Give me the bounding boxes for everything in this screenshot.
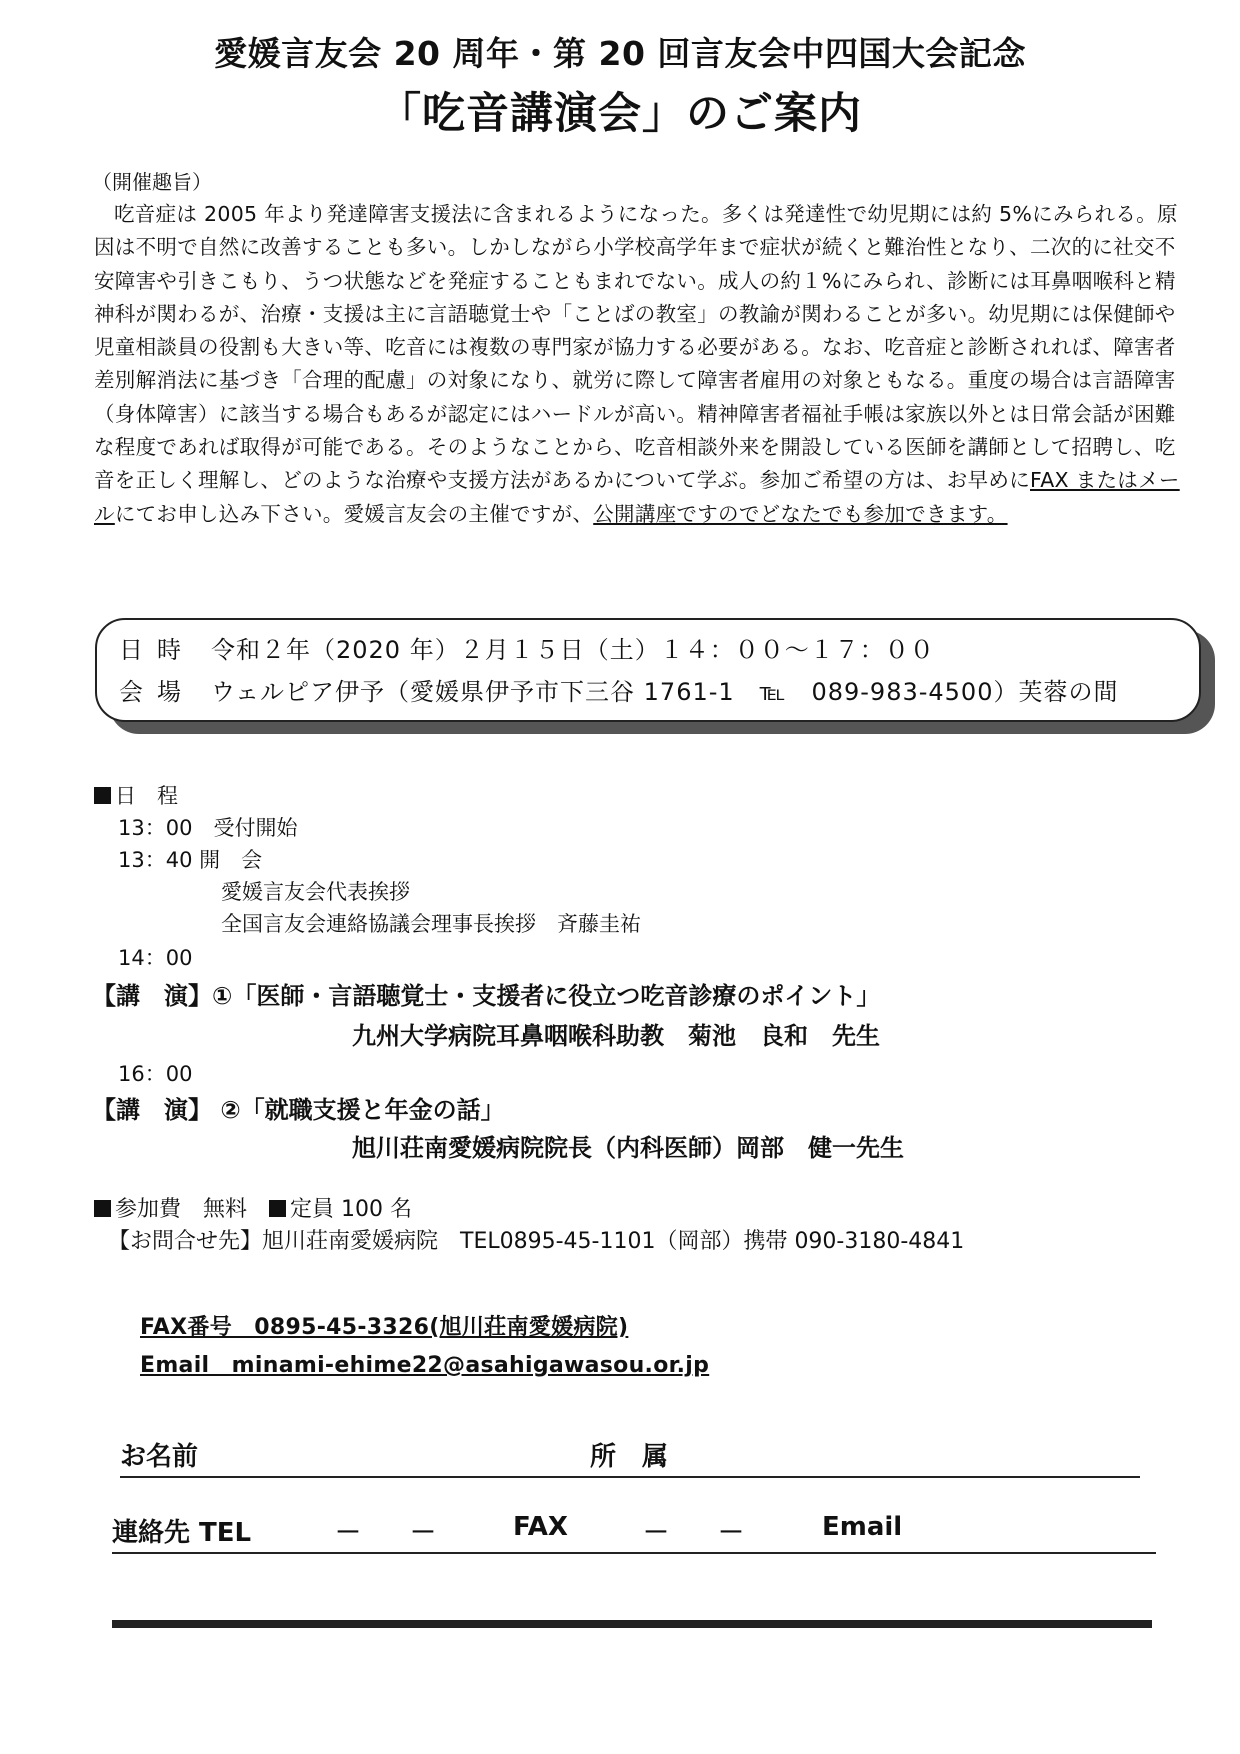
fax-dash-1: － [643, 1518, 670, 1548]
event-venue-row [119, 672, 1118, 707]
inquiry-text: 【お問合せ先】旭川荘南愛媛病院 TEL0895-45-1101（岡部）携帯 090-3180-4841 [108, 1229, 965, 1254]
tel-dash-2: － [410, 1518, 437, 1548]
square-bullet-icon [269, 1200, 286, 1217]
schedule-time-1400: 14：00 [118, 946, 193, 970]
event-date-row [119, 630, 935, 665]
title-line2: 「吃音講演会」のご案内 [378, 89, 862, 139]
fax-label: FAX [513, 1512, 568, 1542]
capacity-text: 定員 100 名 [290, 1197, 413, 1222]
lecture-1-title: 【講 演】①「医師・言語聴覚士・支援者に役立つ吃音診療のポイント」 [92, 982, 881, 1010]
purpose-underline-fax-mail: FAX またはメール [94, 468, 1180, 526]
fee-row [94, 1192, 412, 1223]
schedule-time-1600: 16：00 [118, 1062, 193, 1086]
contact-line[interactable] [112, 1552, 1156, 1554]
name-affiliation-line[interactable] [120, 1476, 1140, 1478]
square-bullet-icon [94, 787, 111, 804]
title-line1: 愛媛言友会 20 周年・第 20 回言友会中四国大会記念 [214, 34, 1026, 73]
purpose-underline-open: 公開講座ですのでどなたでも参加できます。 [593, 501, 1008, 526]
schedule-greeting-1: 愛媛言友会代表挨拶 [221, 880, 410, 904]
event-venue-label: 会場 [119, 678, 195, 706]
lecture-2-title: 【講 演】 ②「就職支援と年金の話」 [92, 1096, 505, 1124]
event-date-value: 令和２年（2020 年）２月１５日（土）１４：００〜１７：００ [211, 636, 935, 664]
fee-text: 参加費 無料 [115, 1197, 248, 1222]
schedule-reception: 13：00 受付開始 [118, 816, 298, 840]
tel-dash-1: － [335, 1518, 362, 1548]
name-label: お名前 [120, 1442, 199, 1472]
bottom-divider [112, 1620, 1152, 1628]
square-bullet-icon [94, 1200, 111, 1217]
fax-number[interactable]: FAX番号 0895-45-3326(旭川荘南愛媛病院) [140, 1315, 629, 1340]
purpose-text-1: 吃音症は 2005 年より発達障害支援法に含まれるようになった。多くは発達性で幼児期には約 5%にみられる。原因は不明で自然に改善することも多い。しかしながら小学校高学年まで症状が続くと難治性となり、二次的に社交不安障害や引きこもり、うつ状態などを発症することもまれでない。成人の約１%にみられ、診断には耳鼻咽喉科と精神科が関わるが、治療・支援は主に言語聴覚士や「ことばの教室」の教諭が関わることが多い。幼児期には保健師や児童相談員の役割も大きい等、吃音には複数の専門家が協力する必要がある。なお、吃音症と診断されれば、障害者差別解消法に基づき「合理的配慮」の対象になり、就労に際して障害者雇用の対象ともなる。重度の場合は言語障害（身体障害）に該当する場合もあるが認定にはハードルが高い。精神障害者福祉手帳は家族以外とは日常会話が困難な程度であれば取得が可能である。そのようなことから、吃音相談外来を開設している医師を講師として招聘し、吃音を正しく理解し、どのような治療や支援方法があるかについて学ぶ。参加ご希望の方は、お早めに [94, 202, 1178, 493]
affiliation-label: 所 属 [590, 1442, 669, 1472]
lecture-1-speaker: 九州大学病院耳鼻咽喉科助教 菊池 良和 先生 [352, 1022, 880, 1050]
fax-dash-2: － [718, 1518, 745, 1548]
schedule-heading: 日 程 [94, 780, 178, 810]
schedule-opening: 13：40 開 会 [118, 848, 263, 872]
schedule-greeting-2: 全国言友会連絡協議会理事長挨拶 斉藤圭祐 [221, 912, 641, 936]
event-info-box [95, 618, 1201, 722]
lecture-2-speaker: 旭川荘南愛媛病院院長（内科医師）岡部 健一先生 [352, 1134, 904, 1162]
event-venue-value: ウェルピア伊予（愛媛県伊予市下三谷 1761-1 ℡ 089-983-4500）芙蓉の間 [211, 678, 1119, 706]
tel-label: 連絡先 TEL [112, 1518, 252, 1548]
email-address[interactable]: Email minami-ehime22@asahigawasou.or.jp [140, 1353, 710, 1378]
email-label: Email [822, 1512, 903, 1542]
purpose-heading: （開催趣旨） [92, 170, 212, 194]
event-date-label: 日時 [119, 636, 195, 664]
purpose-body [94, 198, 1184, 531]
purpose-text-2: にてお申し込み下さい。愛媛言友会の主催ですが、 [114, 501, 594, 526]
